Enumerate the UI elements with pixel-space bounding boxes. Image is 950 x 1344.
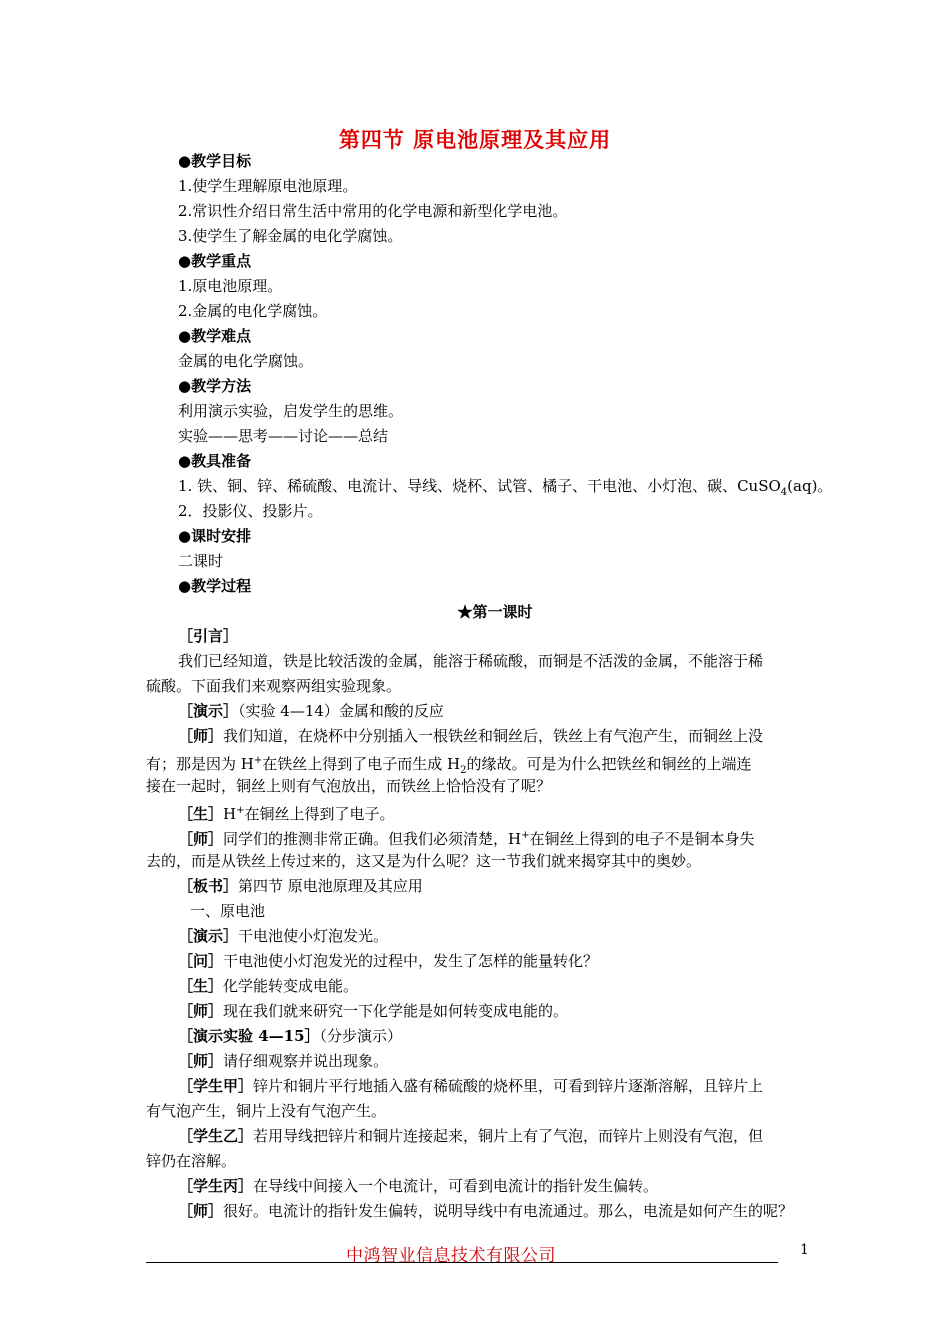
difficulty-text: 金属的电化学腐蚀。: [178, 352, 314, 370]
section-heading-process: ●教学过程: [178, 577, 252, 595]
teacher-line-5: 去的，而是从铁丝上传过来的，这又是为什么呢？这一节我们就来揭穿其中的奥妙。: [146, 852, 702, 870]
section-heading-schedule: ●课时安排: [178, 527, 252, 545]
teacher-line-7: ［师］请仔细观察并说出现象。: [178, 1052, 389, 1070]
section-heading-method: ●教学方法: [178, 377, 252, 395]
student-line-1: ［生］H+在铜丝上得到了电子。: [178, 805, 395, 823]
demo-experiment-line: ［演示实验 4—15］（分步演示）: [178, 1027, 403, 1045]
student-a-line-1: ［学生甲］锌片和铜片平行地插入盛有稀硫酸的烧杯里，可看到锌片逐渐溶解，且锌片上: [178, 1077, 764, 1095]
page-title: 第四节 原电池原理及其应用: [338, 127, 612, 152]
label-introduction: ［引言］: [178, 627, 239, 645]
teacher-line-3: 接在一起时，铜丝上则有气泡放出，而铁丝上恰恰没有了呢？: [146, 777, 552, 795]
student-c-line: ［学生丙］在导线中间接入一个电流计，可看到电流计的指针发生偏转。: [178, 1177, 659, 1195]
keypoint-1: 1.原电池原理。: [178, 277, 283, 295]
student-a-line-2: 有气泡产生，铜片上没有气泡产生。: [146, 1102, 387, 1120]
section-heading-difficulty: ●教学难点: [178, 327, 252, 345]
teacher-line-1: ［师］我们知道，在烧杯中分别插入一根铁丝和铜丝后，铁丝上有气泡产生，而铜丝上没: [178, 727, 764, 745]
board-subheading: 一、原电池: [190, 902, 266, 920]
section-heading-keypoints: ●教学重点: [178, 252, 252, 270]
teacher-line-2: 有；那是因为 H+在铁丝上得到了电子而生成 $H_2$的缘故。可是为什么把铁丝和铜丝的上端连: [146, 755, 752, 776]
student-b-line-2: 锌仍在溶解。: [146, 1152, 237, 1170]
board-line: ［板书］第四节 原电池原理及其应用: [178, 877, 423, 895]
teacher-line-4: ［师］同学们的推测非常正确。但我们必须清楚，H+在铜丝上得到的电子不是铜本身失: [178, 830, 755, 848]
page-number: 1: [800, 1242, 809, 1258]
student-b-line-1: ［学生乙］若用导线把锌片和铜片连接起来，铜片上有了气泡，而锌片上则没有气泡，但: [178, 1127, 764, 1145]
lesson-one-heading: ★第一课时: [457, 603, 533, 621]
teacher-line-6: ［师］现在我们就来研究一下化学能是如何转变成电能的。: [178, 1002, 569, 1020]
objective-2: 2.常识性介绍日常生活中常用的化学电源和新型化学电池。: [178, 202, 568, 220]
section-heading-objectives: ●教学目标: [178, 152, 252, 170]
method-text-1: 利用演示实验，启发学生的思维。: [178, 402, 404, 420]
objective-3: 3.使学生了解金属的电化学腐蚀。: [178, 227, 403, 245]
demo-line-1: ［演示］（实验 4—14）金属和酸的反应: [178, 702, 444, 720]
keypoint-2: 2.金属的电化学腐蚀。: [178, 302, 328, 320]
footer-company: 中鸿智业信息技术有限公司: [346, 1246, 556, 1266]
question-line: ［问］干电池使小灯泡发光的过程中，发生了怎样的能量转化？: [178, 952, 599, 970]
paragraph-1-line-2: 硫酸。下面我们来观察两组实验现象。: [146, 677, 402, 695]
objective-1: 1.使学生理解原电池原理。: [178, 177, 358, 195]
demo-line-2: ［演示］干电池使小灯泡发光。: [178, 927, 389, 945]
materials-line-1: 1. 铁、铜、锌、稀硫酸、电流计、导线、烧杯、试管、橘子、干电池、小灯泡、碳、CuSO$_4$(aq)。: [178, 477, 833, 498]
method-text-2: 实验——思考——讨论——总结: [178, 427, 389, 445]
paragraph-1-line-1: 我们已经知道，铁是比较活泼的金属，能溶于稀硫酸，而铜是不活泼的金属，不能溶于稀: [178, 652, 764, 670]
materials-line-2: 2．投影仪、投影片。: [178, 502, 323, 520]
teacher-line-8: ［师］很好。电流计的指针发生偏转，说明导线中有电流通过。那么，电流是如何产生的呢？: [178, 1202, 794, 1220]
section-heading-materials: ●教具准备: [178, 452, 252, 470]
schedule-text: 二课时: [178, 552, 224, 570]
student-line-2: ［生］化学能转变成电能。: [178, 977, 359, 995]
footer-divider: [146, 1262, 778, 1263]
